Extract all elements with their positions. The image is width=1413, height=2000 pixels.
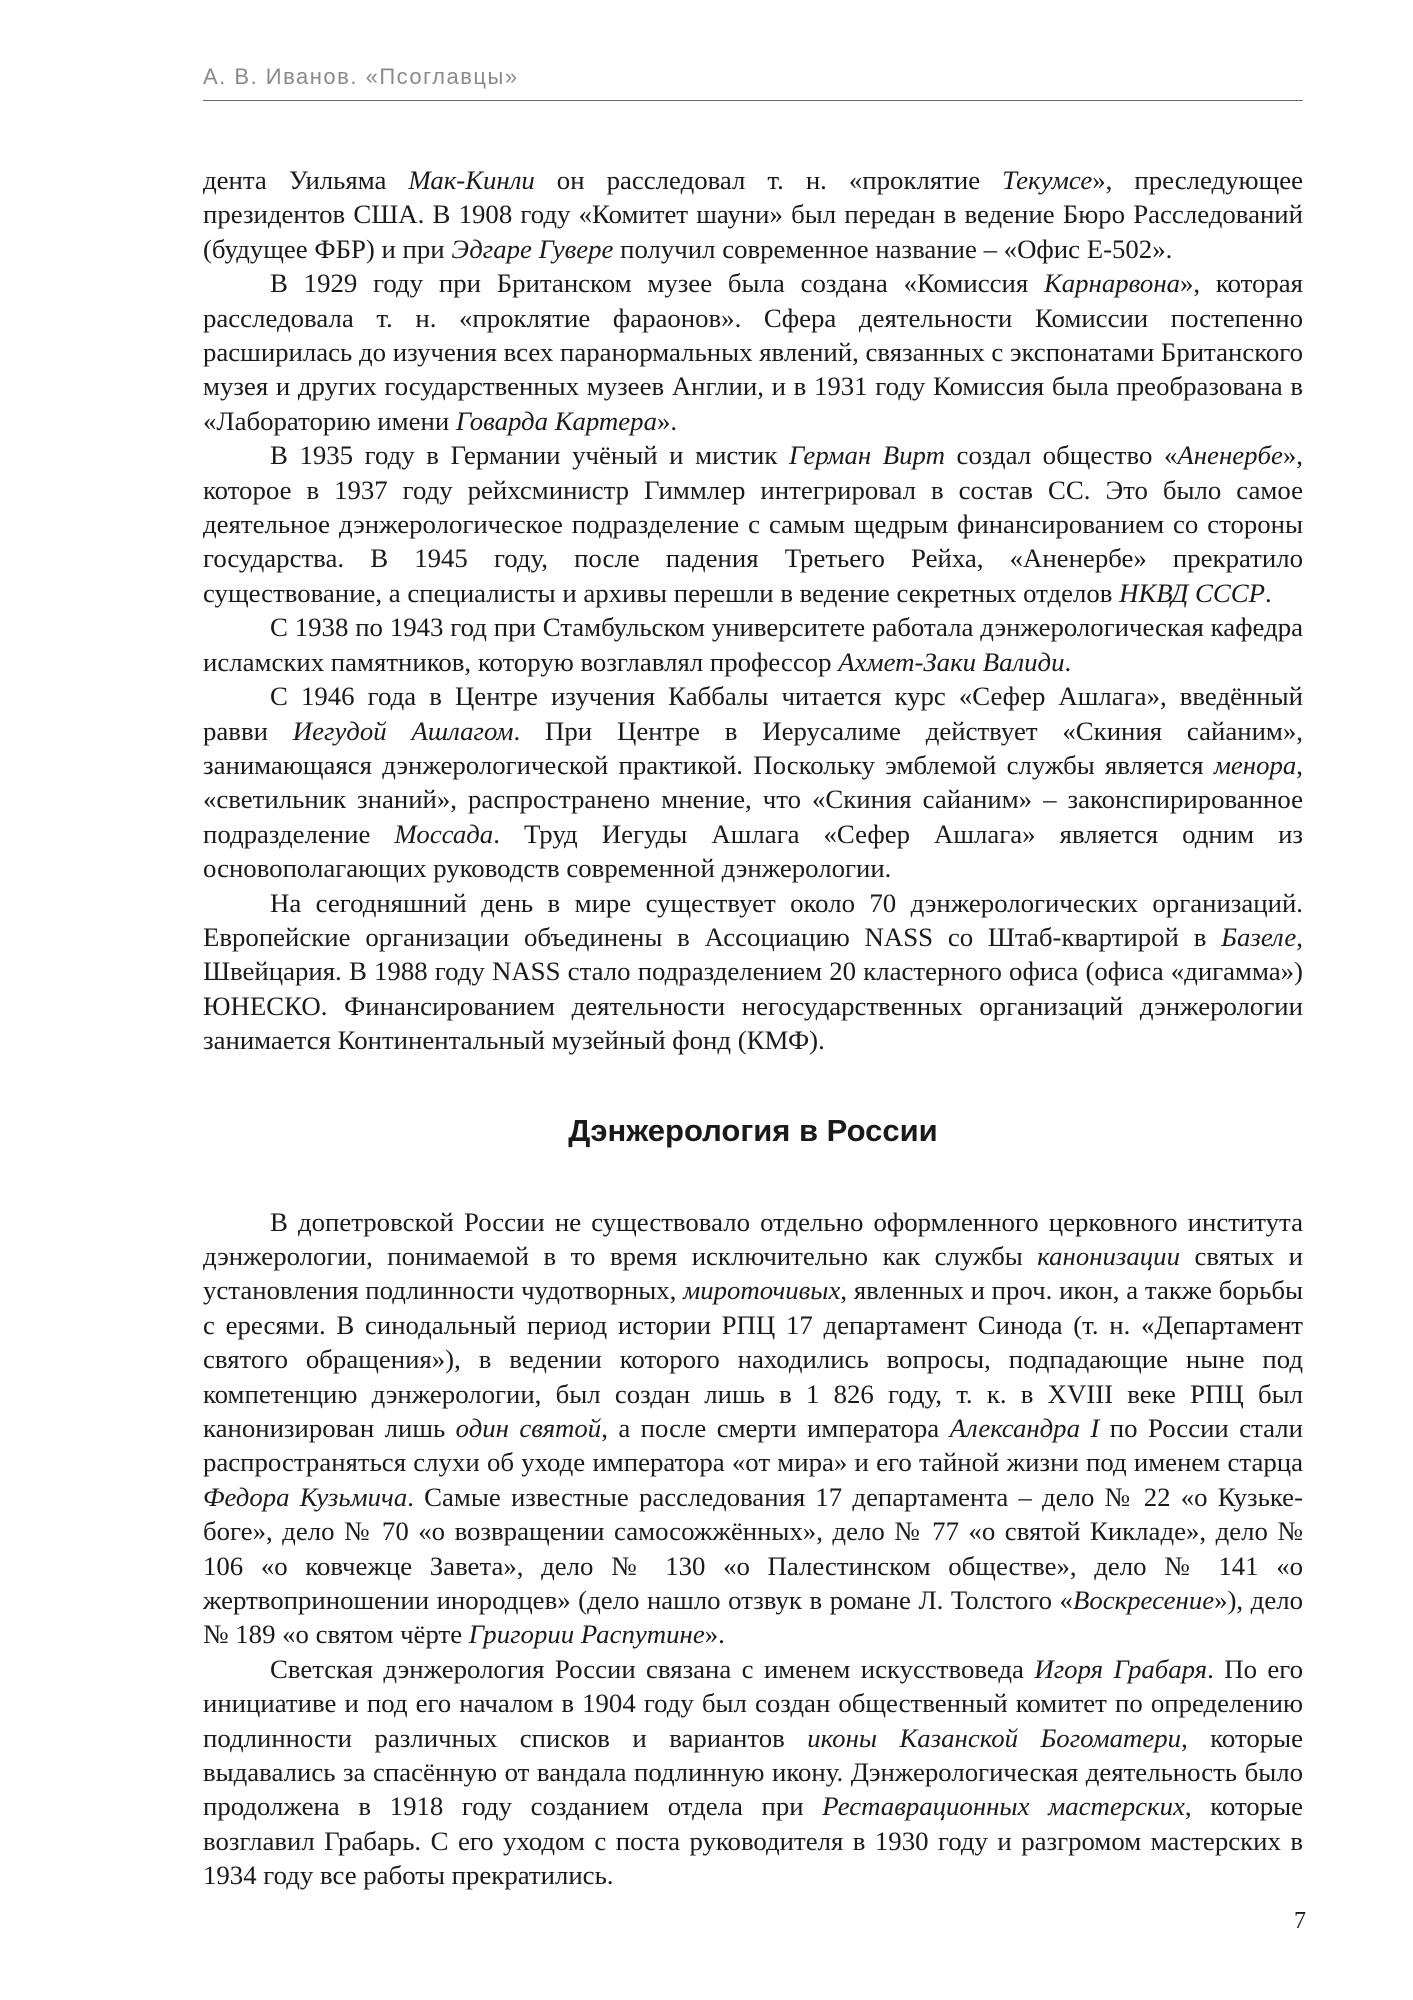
italic-term: НКВД СССР [1119, 577, 1265, 608]
italic-term: Иегудой Ашлагом [292, 715, 514, 746]
paragraph: С 1938 по 1943 год при Стамбульском университете работала дэнжерологическая кафедра исламских памятников, которую возглавлял профессор Ахмет-Заки Валиди. [203, 612, 1303, 677]
italic-term: Федора Кузьмича [203, 1481, 408, 1512]
paragraph: дента Уильяма Мак-Кинли он расследовал т. н. «проклятие Текумсе», преследующее президентов США. В 1908 году «Комитет шауни» был передан в ведение Бюро Расследований (будущее ФБР) и при Эдгаре Гувере получил современное название – «Офис Е-502». [203, 165, 1303, 264]
paragraph: В 1935 году в Германии учёный и мистик Герман Вирт создал общество «Аненербе», которое в 1937 году рейхсминистр Гиммлер интегрировал в состав СС. Это было самое деятельное дэнжерологическое подразделение с самым щедрым финансированием со стороны государства. В 1945 году, после падения Третьего Рейха, «Аненербе» прекратило существование, а специалисты и архивы перешли в ведение секретных отделов НКВД СССР. [203, 440, 1304, 608]
italic-term: Карнарвона [1043, 268, 1181, 299]
italic-term: Воскресение [1072, 1585, 1215, 1616]
italic-term: менора [1213, 749, 1297, 780]
paragraph: С 1946 года в Центре изучения Каббалы читается курс «Сефер Ашлага», введённый равви Иегудой Ашлагом. При Центре в Иерусалиме действует «Скиния сайаним», занимающаяся дэнжерологической практикой. Поскольку эмблемой службы является менора, «светильник знаний», распространено мнение, что «Скиния сайаним» – законспирированное подразделение Моссада. Труд Иегуды Ашлага «Сефер Ашлага» является одним из основополагающих руководств современной дэнжерологии. [203, 681, 1303, 884]
italic-term: Моссада [394, 818, 494, 849]
italic-term: Григории Распутине [468, 1619, 705, 1650]
italic-term: канонизации [1037, 1240, 1180, 1271]
paragraph: В 1929 году при Британском музее была создана «Комиссия Карнарвона», которая расследовала т. н. «проклятие фараонов». Сфера деятельности Комиссии постепенно расширилась до изучения всех паранормальных явлений, связанных с экспонатами Британского музея и других государственных музеев Англии, и в 1931 году Комиссия была преобразована в «Лабораторию имени Говарда Картера». [203, 268, 1303, 436]
body-text [203, 163, 1303, 1893]
italic-term: Реставрационных мастерских [822, 1791, 1185, 1822]
italic-term: Базеле [1221, 921, 1297, 952]
paragraph: В допетровской России не существовало отдельно оформленного церковного института дэнжерологии, понимаемой в то время исключительно как службы канонизации святых и установления подлинности чудотворных, мироточивых, явленных и проч. икон, а также борьбы с ересями. В синодальный период истории РПЦ 17 департамент Синода (т. н. «Департамент святого обращения»), в ведении которого находились вопросы, подпадающие ныне под компетенцию дэнжерологии, был создан лишь в 1 826 году, т. к. в XVIII веке РПЦ был канонизирован лишь один святой, а после смерти императора Александра I по России стали распространяться слухи об уходе императора «от мира» и его тайной жизни под именем старца Федора Кузьмича. Самые известные расследования 17 департамента – дело № 22 «о Кузьке-боге», дело № 70 «о возвращении самосожжённых», дело № 77 «о святой Кикладе», дело № 106 «о ковчежце Завета», дело № 130 «о Палестинском обществе», дело № 141 «о жертвоприношении инородцев» (дело нашло отзвук в романе Л. Толстого «Воскресение»), дело № 189 «о святом чёрте Григории Распутине». [203, 1206, 1304, 1650]
italic-term: Текумсе [1002, 165, 1093, 195]
italic-term: Александра I [949, 1413, 1100, 1443]
italic-term: иконы Казанской Богоматери [807, 1722, 1182, 1753]
section-title: Дэнжерология в России [568, 1112, 938, 1148]
italic-term: Говарда Картера [455, 405, 657, 436]
running-head: А. В. Иванов. «Псоглавцы» [203, 64, 519, 89]
italic-term: Игоря Грабаря [1034, 1653, 1208, 1684]
paragraph: На сегодняшний день в мире существует около 70 дэнжерологических организаций. Европейские организации объединены в Ассоциацию NASS со Штаб-квартирой в Базеле, Швейцария. В 1988 году NASS стало подразделением 20 кластерного офиса (офиса «дигамма») ЮНЕСКО. Финансированием деятельности негосударственных организаций дэнжерологии занимается Континентальный музейный фонд (КМФ). [203, 887, 1303, 1056]
paragraph: Светская дэнжерология России связана с именем искусствоведа Игоря Грабаря. По его инициативе и под его началом в 1904 году был создан общественный комитет по определению подлинности различных списков и вариантов иконы Казанской Богоматери, которые выдавались за спасённую от вандала подлинную икону. Дэнжерологическая деятельность было продолжена в 1918 году созданием отдела при Реставрационных мастерских, которые возглавил Грабарь. С его уходом с поста руководителя в 1930 году и разгромом мастерских в 1934 году все работы прекратились. [203, 1653, 1304, 1891]
italic-term: Герман Вирт [788, 440, 945, 471]
header-rule [203, 100, 1303, 101]
italic-term: Мак-Кинли [408, 165, 535, 195]
italic-term: мироточивых [683, 1275, 841, 1306]
italic-term: Эдгаре Гувере [451, 233, 614, 264]
italic-term: Аненербе [1177, 440, 1283, 471]
italic-term: Ахмет-Заки Валиди [838, 646, 1065, 677]
italic-term: один святой [455, 1413, 602, 1443]
page-number: 7 [1294, 1908, 1306, 1934]
